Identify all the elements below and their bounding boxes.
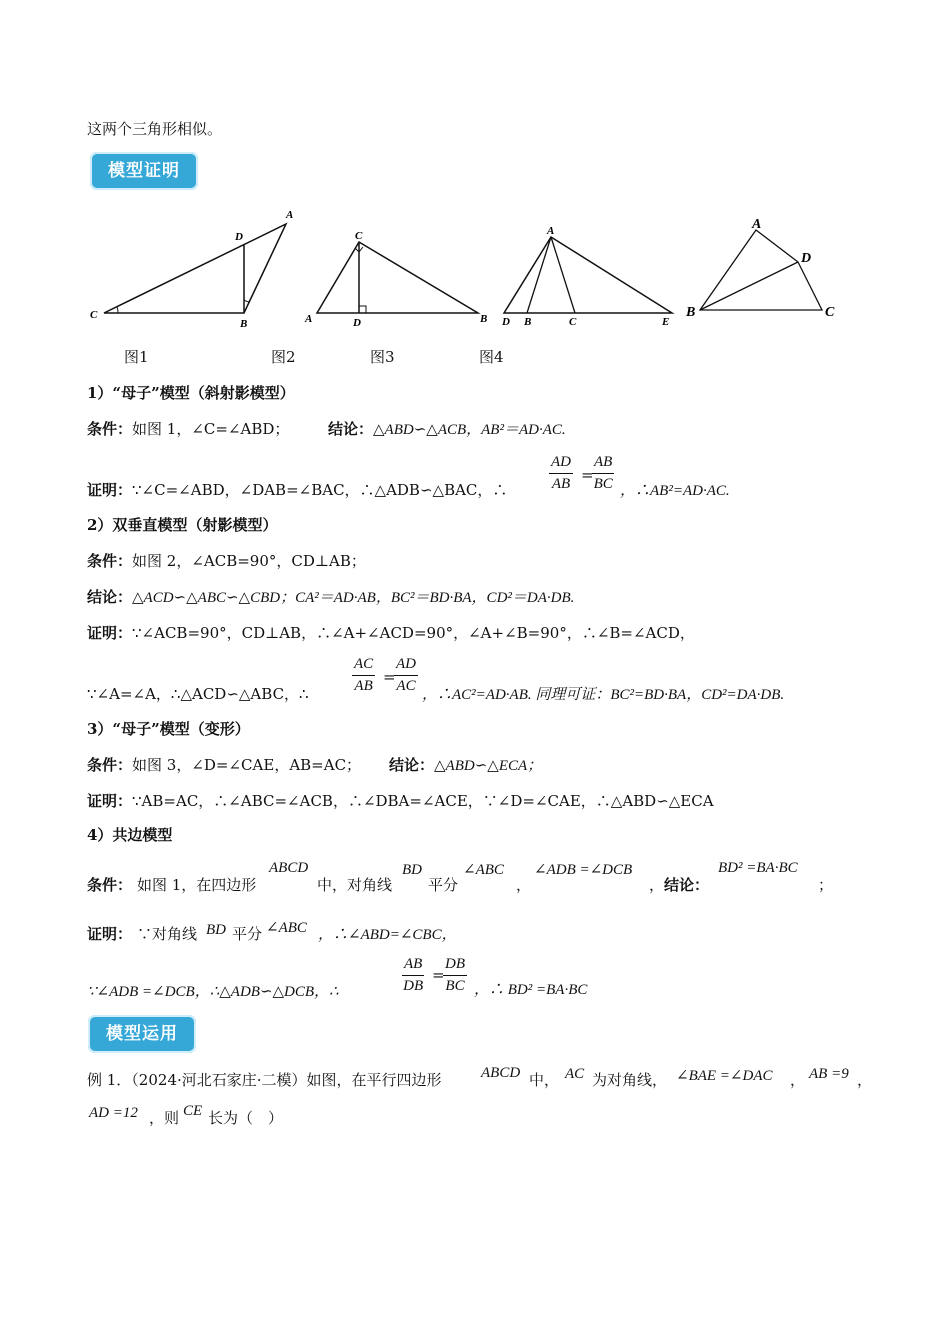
fig3-label-d: D xyxy=(502,316,510,328)
section3-proof: 证明：∵AB=AC，∴∠ABC=∠ACB，∴∠DBA=∠ACE，∵∠D=∠CAE，∴△ABD∽△ECA xyxy=(87,792,714,810)
fig1-label-a: A xyxy=(286,209,294,221)
section2-proof-line2a: ∵∠A=∠A，∴△ACD∽△ABC，∴ xyxy=(87,685,309,703)
figure-4 xyxy=(684,212,854,327)
equals-sign: = xyxy=(581,466,594,484)
section4-proof-1b: 平分 xyxy=(232,925,263,943)
conclusion-label: 结论： xyxy=(328,420,374,438)
proof-text: ∵∠C=∠ABD，∠DAB=∠BAC，∴△ADB∽△BAC，∴ xyxy=(132,481,508,499)
intro-text: 这两个三角形相似。 xyxy=(87,120,223,138)
section1-conclusion xyxy=(328,418,566,439)
section4-title: 4）共边模型 xyxy=(87,826,173,844)
model-proof-badge: 模型证明 xyxy=(90,152,198,190)
section2-title: 2）双垂直模型（射影模型） xyxy=(87,516,278,534)
fig2-label-c: C xyxy=(355,230,363,242)
example-line2c: 长为（ ） xyxy=(208,1109,284,1127)
proof-label: 证明： xyxy=(87,481,133,499)
fig4-label-b: B xyxy=(686,305,696,320)
example-ac: AC xyxy=(565,1066,585,1082)
condition-label: 条件： xyxy=(87,420,133,438)
example-comma: ， xyxy=(790,1071,806,1089)
fig2-label-a: A xyxy=(305,313,313,325)
model-use-badge: 模型运用 xyxy=(88,1015,196,1053)
caption-fig4: 图4 xyxy=(479,348,504,366)
figure-1 xyxy=(84,206,294,331)
conclusion-text: △ABD∽△ACB，AB²＝AD·AC. xyxy=(373,422,566,438)
equals-sign: = xyxy=(432,966,445,984)
section1-condition xyxy=(87,418,289,439)
example-angles: ∠BAE =∠DAC xyxy=(676,1068,773,1084)
section3-condition: 条件：如图 3，∠D=∠CAE，AB=AC； xyxy=(87,756,362,774)
section3-title: 3）“母子”模型（变形） xyxy=(87,720,250,738)
example-line2b: ，则 xyxy=(149,1109,180,1127)
fig3-label-e: E xyxy=(662,316,670,328)
section4-conclusion-label: 结论： xyxy=(664,876,710,894)
condition-text: 如图 1，∠C=∠ABD； xyxy=(132,420,290,438)
section4-proof-2a: ∵∠ADB =∠DCB，∴△ADB∽△DCB，∴ xyxy=(87,984,339,1000)
section4-conclusion: BD² =BA·BC xyxy=(718,860,798,876)
fig2-label-d: D xyxy=(353,317,361,326)
section4-comma1: ， xyxy=(516,876,532,894)
section2-fraction-2: $\frac{AD}{AC}$ xyxy=(396,656,416,694)
section4-fraction-2: $\frac{DB}{BC}$ xyxy=(445,956,465,994)
caption-fig1: 图1 xyxy=(124,348,149,366)
figure-3 xyxy=(496,224,686,334)
fig4-label-d: D xyxy=(801,251,812,266)
fig1-label-b: B xyxy=(240,318,248,330)
section4-comma2: ， xyxy=(649,876,665,894)
section4-semicolon: ； xyxy=(818,876,834,894)
section2-proof-line1: 证明：∵∠ACB=90°，CD⊥AB，∴∠A+∠ACD=90°，∠A+∠B=90°，∴∠B=∠ACD， xyxy=(87,624,695,642)
fig3-label-b: B xyxy=(524,316,532,328)
figure-2 xyxy=(302,226,492,326)
section1-proof-tail: ，∴AB²=AD·AC. xyxy=(620,483,730,499)
fig2-label-b: B xyxy=(480,313,488,325)
section4-proof-1c: ，∴∠ABD=∠CBC， xyxy=(318,927,457,943)
section4-proof-label: 证明： xyxy=(87,925,133,943)
fig4-label-c: C xyxy=(825,305,835,320)
example-line1a: 例 1．（2024·河北石家庄·二模）如图，在平行四边形 xyxy=(87,1071,442,1089)
example-ce: CE xyxy=(183,1103,203,1119)
section4-proof-angle: ∠ABC xyxy=(266,920,307,936)
caption-fig2: 图2 xyxy=(271,348,296,366)
section2-proof-line2b: ，∴AC²=AD·AB. 同理可证：BC²=BD·BA，CD²=DA·DB. xyxy=(422,687,785,703)
example-line1b: 中， xyxy=(529,1071,560,1089)
section4-proof-bd: BD xyxy=(206,922,226,938)
section4-quad: ABCD xyxy=(269,860,309,876)
section4-condition-label: 条件： xyxy=(87,876,133,894)
section1-proof xyxy=(87,479,507,500)
equals-sign: = xyxy=(383,668,396,686)
fig4-label-a: A xyxy=(752,217,762,232)
example-line1c: 为对角线， xyxy=(592,1071,668,1089)
section4-proof-1a: ∵对角线 xyxy=(137,925,198,943)
section4-fraction-1: $\frac{AB}{DB}$ xyxy=(403,956,424,994)
example-ad: AD =12 xyxy=(89,1105,138,1121)
section1-title: 1）“母子”模型（斜射影模型） xyxy=(87,384,295,402)
section4-cond-b: 中，对角线 xyxy=(317,876,393,894)
section4-angle: ∠ABC xyxy=(463,862,504,878)
section4-eq: ∠ADB =∠DCB xyxy=(534,862,633,878)
example-ab: AB =9 xyxy=(809,1066,849,1082)
fig1-label-c: C xyxy=(90,309,98,321)
section2-fraction-1: $\frac{AC}{AB}$ xyxy=(354,656,374,694)
section1-fraction-2: $\frac{AB}{BC}$ xyxy=(593,454,613,492)
section4-cond-a: 如图 1，在四边形 xyxy=(137,876,257,894)
caption-fig3: 图3 xyxy=(370,348,395,366)
section2-condition: 条件：如图 2，∠ACB=90°，CD⊥AB； xyxy=(87,552,366,570)
example-comma2: ， xyxy=(857,1071,873,1089)
fig1-label-d: D xyxy=(235,231,243,243)
section4-diag: BD xyxy=(402,862,422,878)
section4-proof-2b: ，∴ BD² =BA·BC xyxy=(474,982,588,998)
section3-conclusion: 结论：△ABD∽△ECA； xyxy=(389,756,543,774)
section2-conclusion: 结论：△ACD∽△ABC∽△CBD；CA²＝AD·AB，BC²＝BD·BA，CD²＝DA·DB. xyxy=(87,588,575,606)
section4-cond-c: 平分 xyxy=(428,876,459,894)
example-quad: ABCD xyxy=(481,1065,521,1081)
section1-fraction-1: $\frac{AD}{AB}$ xyxy=(551,454,571,492)
fig3-label-a: A xyxy=(547,225,555,237)
fig3-label-c: C xyxy=(569,316,577,328)
